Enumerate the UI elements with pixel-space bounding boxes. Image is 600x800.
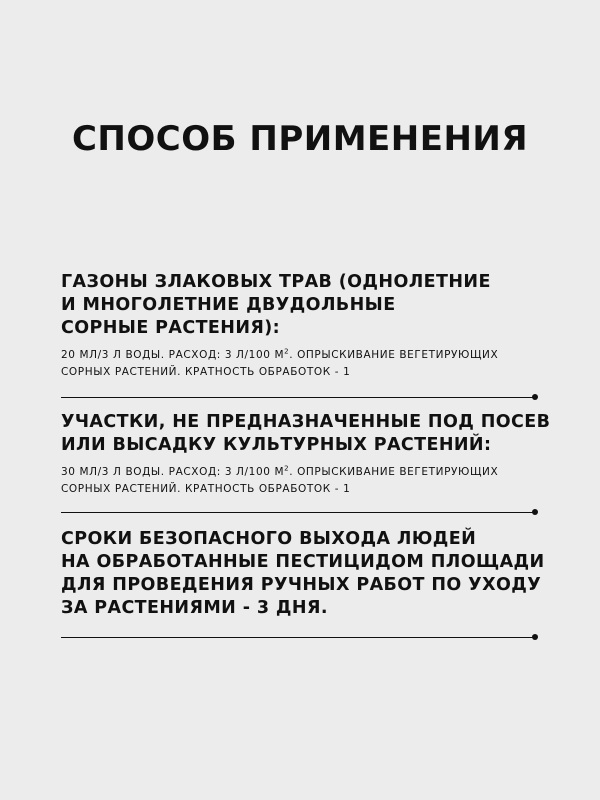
body-line: СОРНЫХ РАСТЕНИЙ. КРАТНОСТЬ ОБРАБОТОК - 1 bbox=[61, 483, 351, 495]
body-line bbox=[61, 464, 541, 481]
heading-line: ИЛИ ВЫСАДКУ КУЛЬТУРНЫХ РАСТЕНИЙ: bbox=[61, 435, 492, 455]
section-safety-period bbox=[61, 528, 545, 620]
heading-line: И МНОГОЛЕТНИЕ ДВУДОЛЬНЫЕ bbox=[61, 295, 396, 315]
divider-dot-icon bbox=[532, 509, 538, 515]
body-text-part: . ОПРЫСКИВАНИЕ ВЕГЕТИРУЮЩИХ bbox=[289, 349, 499, 361]
heading-line: УЧАСТКИ, НЕ ПРЕДНАЗНАЧЕННЫЕ ПОД ПОСЕВ bbox=[61, 412, 551, 432]
section-non-crop-areas bbox=[61, 411, 551, 498]
body-text-part: . ОПРЫСКИВАНИЕ ВЕГЕТИРУЮЩИХ bbox=[289, 466, 499, 478]
page-title: СПОСОБ ПРИМЕНЕНИЯ bbox=[71, 119, 529, 159]
heading-line: СОРНЫЕ РАСТЕНИЯ): bbox=[61, 318, 281, 338]
divider-dot-icon bbox=[532, 394, 538, 400]
divider-dot-icon bbox=[532, 634, 538, 640]
section-divider bbox=[61, 637, 535, 638]
section-lawns bbox=[61, 271, 541, 381]
heading-line: ГАЗОНЫ ЗЛАКОВЫХ ТРАВ (ОДНОЛЕТНИЕ bbox=[61, 272, 491, 292]
section-heading bbox=[61, 411, 551, 457]
body-line: СОРНЫХ РАСТЕНИЙ. КРАТНОСТЬ ОБРАБОТОК - 1 bbox=[61, 366, 351, 378]
section-body bbox=[61, 347, 541, 381]
superscript: 2 bbox=[284, 464, 290, 473]
heading-line: ДЛЯ ПРОВЕДЕНИЯ РУЧНЫХ РАБОТ ПО УХОДУ bbox=[61, 575, 542, 595]
section-divider bbox=[61, 512, 535, 513]
section-divider bbox=[61, 397, 535, 398]
body-line bbox=[61, 347, 541, 364]
heading-line: ЗА РАСТЕНИЯМИ - 3 ДНЯ. bbox=[61, 598, 328, 618]
section-heading bbox=[61, 528, 545, 620]
body-text-part: 20 МЛ/3 Л ВОДЫ. РАСХОД: 3 Л/100 М bbox=[61, 349, 285, 361]
body-text-part: 30 МЛ/3 Л ВОДЫ. РАСХОД: 3 Л/100 М bbox=[61, 466, 285, 478]
heading-line: НА ОБРАБОТАННЫЕ ПЕСТИЦИДОМ ПЛОЩАДИ bbox=[61, 552, 545, 572]
section-heading bbox=[61, 271, 541, 340]
section-body bbox=[61, 464, 541, 498]
superscript: 2 bbox=[284, 347, 290, 356]
heading-line: СРОКИ БЕЗОПАСНОГО ВЫХОДА ЛЮДЕЙ bbox=[61, 529, 477, 549]
